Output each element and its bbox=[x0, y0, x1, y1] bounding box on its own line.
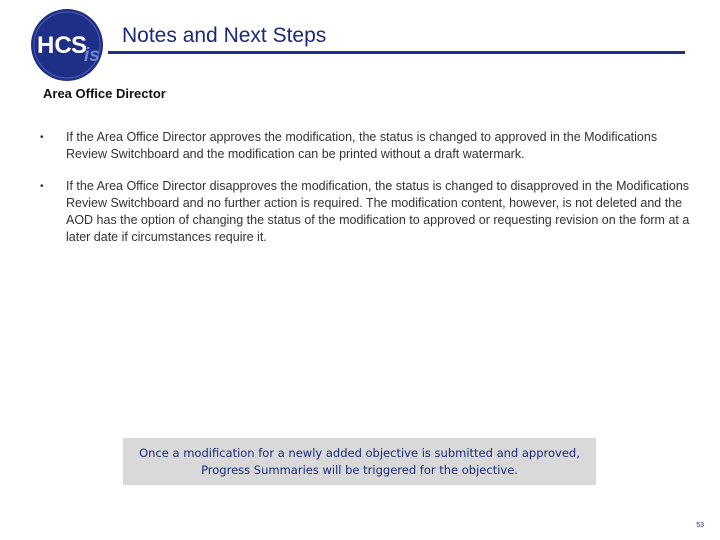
section-heading: Area Office Director bbox=[43, 86, 166, 101]
bullet-icon: • bbox=[40, 181, 44, 192]
bullet-icon: • bbox=[40, 132, 44, 143]
list-item-text: If the Area Office Director disapproves the modification, the status is changed to disapproved in the Modifications Review Switchboard and no further action is required. The modification content, however, is not deleted and the AOD has the option of changing the status of the modification to approved or requesting revision on the form at a later date if circumstances require it. bbox=[66, 179, 690, 244]
svg-text:HC: HC bbox=[37, 32, 72, 59]
svg-text:is: is bbox=[84, 45, 100, 66]
title-underline bbox=[108, 51, 685, 54]
page-title: Notes and Next Steps bbox=[122, 24, 327, 47]
list-item bbox=[40, 178, 690, 246]
notes-list bbox=[40, 129, 690, 261]
list-item-text: If the Area Office Director approves the modification, the status is changed to approved in the Modifications Review Switchboard and the modification can be printed without a draft watermark. bbox=[66, 130, 658, 161]
svg-text:S: S bbox=[71, 32, 88, 59]
callout-line-2: Progress Summaries will be triggered for the objective. bbox=[201, 462, 518, 477]
hcsis-logo bbox=[30, 8, 104, 82]
callout-box bbox=[123, 438, 596, 485]
page-number: 53 bbox=[696, 522, 704, 529]
list-item bbox=[40, 129, 690, 163]
callout-line-1: Once a modification for a newly added objective is submitted and approved, bbox=[139, 445, 580, 460]
